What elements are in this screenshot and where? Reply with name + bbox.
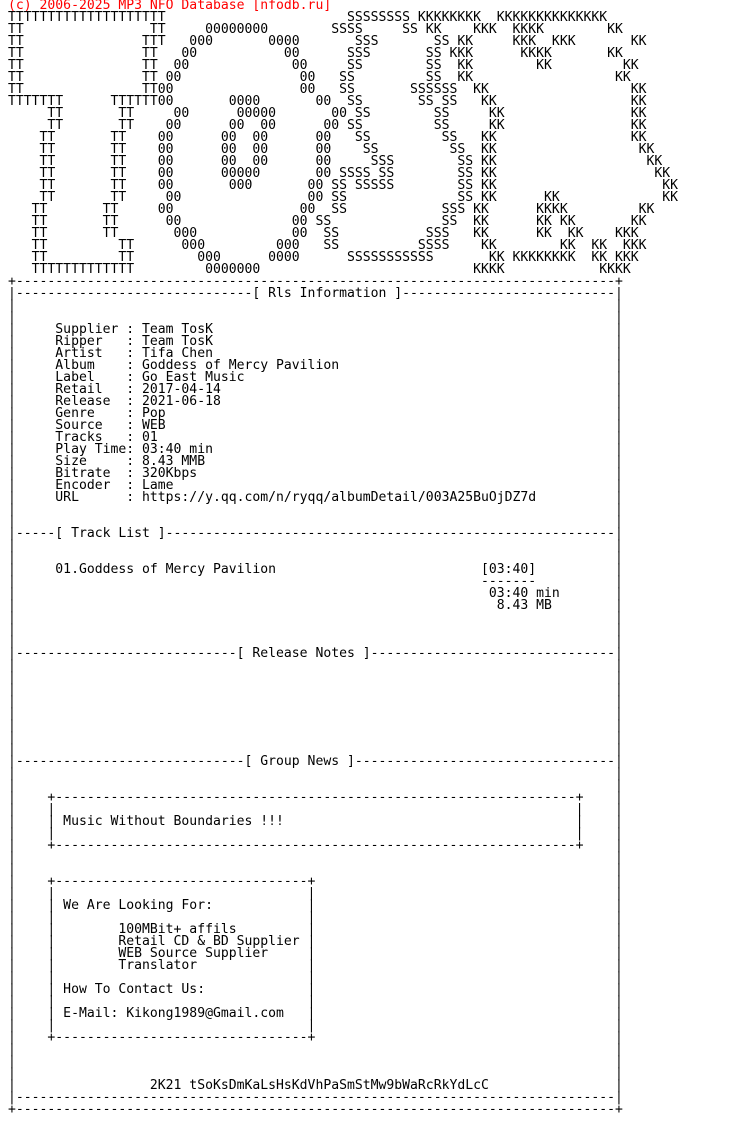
nfo-text-line: | 01.Goddess of Mercy Pavilion [03:40] | bbox=[8, 562, 623, 577]
nfo-body bbox=[8, 276, 678, 1116]
nfo-text-line: | Encoder : Lame | bbox=[8, 478, 623, 493]
nfo-text-line: |------------------------------[ Rls Information ]---------------------------| bbox=[8, 286, 623, 301]
logo-line: TT TT 000 0000 SSSSSSSSSSS KK KKKKKKKK KK KKK bbox=[8, 250, 639, 265]
nfo-document bbox=[8, 0, 678, 1116]
logo-line: TT TT 00 000 00 SS SSSSS SS KK KK bbox=[8, 178, 679, 193]
nfo-text-line: | Ripper : Team TosK | bbox=[8, 334, 623, 349]
nfo-text-line: | Source : WEB | bbox=[8, 418, 623, 433]
logo-line: TT TT 00 00 00 00 SSS SS KK KK bbox=[8, 154, 663, 169]
nfo-text-line: | +------------------------------------------------------------------+ | bbox=[8, 790, 623, 805]
nfo-text-line: | | Translator | | bbox=[8, 958, 623, 973]
nfo-text-line: | | bbox=[8, 502, 623, 517]
nfo-text-line: | | E-Mail: Kikong1989@Gmail.com | | bbox=[8, 1006, 623, 1021]
nfo-text-line: | | bbox=[8, 778, 623, 793]
nfo-text-line: | URL : https://y.qq.com/n/ryqq/albumDetail/003A25BuOjDZ7d | bbox=[8, 490, 623, 505]
logo-line: TTTTTTT TTTTTT00 0000 00 SS SS SS KK KK bbox=[8, 94, 647, 109]
nfo-text-line: | | | | bbox=[8, 994, 623, 1009]
nfo-text-line: | Retail : 2017-04-14 | bbox=[8, 382, 623, 397]
nfo-text-line: | Label : Go East Music | bbox=[8, 370, 623, 385]
nfo-text-line: | 8.43 MB | bbox=[8, 598, 623, 613]
nfo-text-line: | | bbox=[8, 850, 623, 865]
logo-line: TT TT 00 00 SS SS KK KK KK bbox=[8, 190, 679, 205]
nfo-text-line: | | How To Contact Us: | | bbox=[8, 982, 623, 997]
nfo-text-line: | Tracks : 01 | bbox=[8, 430, 623, 445]
nfo-text-line: | +--------------------------------+ | bbox=[8, 874, 623, 889]
nfo-text-line: | | bbox=[8, 742, 623, 757]
nfo-text-line: | | | | bbox=[8, 970, 623, 985]
nfo-text-line: |-----[ Track List ]---------------------------------------------------------| bbox=[8, 526, 623, 541]
nfo-text-line: | | Music Without Boundaries !!! | | bbox=[8, 814, 623, 829]
nfo-text-line: | | bbox=[8, 682, 623, 697]
logo-line: TT TT 00 00000 00 SSSS SS SS KK KK bbox=[8, 166, 671, 181]
logo-line: TT TT 00 00 SS SS KK KK KK bbox=[8, 58, 639, 73]
nfo-text-line: | Release : 2021-06-18 | bbox=[8, 394, 623, 409]
logo-line: TT TT 00 00 SS SS KK KK KK KK bbox=[8, 214, 647, 229]
logo-line: TT TTT 000 0000 SSS SS KK KKK KKK KK bbox=[8, 34, 647, 49]
nfo-text-line: |----------------------------[ Release Notes ]-------------------------------| bbox=[8, 646, 623, 661]
nfo-text-line: | | WEB Source Supplier | | bbox=[8, 946, 623, 961]
nfo-text-line: | | We Are Looking For: | | bbox=[8, 898, 623, 913]
nfo-text-line: | | bbox=[8, 670, 623, 685]
nfo-text-line: | Play Time: 03:40 min | bbox=[8, 442, 623, 457]
nfo-text-line: | | | | bbox=[8, 1018, 623, 1033]
nfo-text-line: |-----------------------------[ Group News ]---------------------------------| bbox=[8, 754, 623, 769]
nfo-text-line: | | bbox=[8, 694, 623, 709]
nfo-text-line: | | bbox=[8, 862, 623, 877]
nfo-text-line: | | | | bbox=[8, 802, 623, 817]
nfo-text-line: | 03:40 min | bbox=[8, 586, 623, 601]
nfo-text-line: |----------------------------------------------------------------------------| bbox=[8, 1090, 623, 1105]
nfo-text-line: | | bbox=[8, 298, 623, 313]
nfo-text-line: | | bbox=[8, 1042, 623, 1057]
nfo-text-line: | | 100MBit+ affils | | bbox=[8, 922, 623, 937]
nfo-text-line: +----------------------------------------------------------------------------+ bbox=[8, 274, 623, 289]
logo-line: TT TT 00 00 00 00 SS SS KK KK bbox=[8, 142, 655, 157]
nfo-text-line: | Size : 8.43 MMB | bbox=[8, 454, 623, 469]
nfo-text-line: | | bbox=[8, 610, 623, 625]
nfo-text-line: | | bbox=[8, 634, 623, 649]
nfo-text-line: | +------------------------------------------------------------------+ | bbox=[8, 838, 623, 853]
tosk-ascii-logo bbox=[8, 12, 678, 276]
nfo-text-line: | | bbox=[8, 622, 623, 637]
nfo-text-line: | | bbox=[8, 310, 623, 325]
nfo-text-line: | Artist : Tifa Chen | bbox=[8, 346, 623, 361]
nfo-text-line: | Album : Goddess of Mercy Pavilion | bbox=[8, 358, 623, 373]
nfo-text-line: | | bbox=[8, 706, 623, 721]
nfo-text-line: | | bbox=[8, 766, 623, 781]
logo-line: TT TT 00 00 00 00 SS SS KK KK bbox=[8, 130, 647, 145]
nfo-text-line: | | Retail CD & BD Supplier | | bbox=[8, 934, 623, 949]
nfo-text-line: | | | | bbox=[8, 826, 623, 841]
nfo-credit-line: (c) 2006-2025 MP3 NFO Database [nfodb.ru] bbox=[8, 0, 332, 13]
nfo-text-line: | | | | bbox=[8, 886, 623, 901]
logo-line: TT TT 000 00 SS SSS KK KK KK KKK bbox=[8, 226, 639, 241]
nfo-text-line: | | bbox=[8, 658, 623, 673]
nfo-text-line: | | bbox=[8, 514, 623, 529]
logo-line: TT TT 00 00 SS SSS KK KKKK KK bbox=[8, 202, 655, 217]
logo-line: TTTTTTTTTTTTT 0000000 KKKK KKKK bbox=[8, 262, 631, 277]
logo-line: TT TT 00 00 SSS SS KKK KKKK KK bbox=[8, 46, 623, 61]
nfo-text-line: | Bitrate : 320Kbps | bbox=[8, 466, 623, 481]
logo-line: TT TT 00 00 SS SS KK KK bbox=[8, 70, 631, 85]
nfo-text-line: | Genre : Pop | bbox=[8, 406, 623, 421]
logo-line: TT TT 000 000 SS SSSS KK KK KK KKK bbox=[8, 238, 647, 253]
nfo-text-line: | +--------------------------------+ | bbox=[8, 1030, 623, 1045]
nfo-text-line: | ------- | bbox=[8, 574, 623, 589]
nfo-text-line: | | bbox=[8, 550, 623, 565]
nfo-text-line: | | bbox=[8, 730, 623, 745]
nfo-text-line: | 2K21 tSoKsDmKaLsHsKdVhPaSmStMw9bWaRcRkYdLcC | bbox=[8, 1078, 623, 1093]
nfo-text-line: | Supplier : Team TosK | bbox=[8, 322, 623, 337]
logo-line: TT TT 00 00 00 00 SS SS KK KK bbox=[8, 118, 647, 133]
nfo-text-line: | | | | bbox=[8, 910, 623, 925]
nfo-text-line: | | bbox=[8, 538, 623, 553]
logo-line: TT TT00 00 SS SSSSSS KK KK bbox=[8, 82, 647, 97]
nfo-text-line: | | bbox=[8, 718, 623, 733]
logo-line: TT TT 00 00000 00 SS SS KK KK bbox=[8, 106, 647, 121]
nfo-text-line: +----------------------------------------------------------------------------+ bbox=[8, 1102, 623, 1117]
nfo-text-line: | | bbox=[8, 1054, 623, 1069]
logo-line: TTTTTTTTTTTTTTTTTTTT SSSSSSSS KKKKKKKK KKKKKKKKKKKKKK bbox=[8, 10, 608, 25]
logo-line: TT TT 00000000 SSSS SS KK KKK KKKK KK bbox=[8, 22, 623, 37]
nfo-text-line: | | bbox=[8, 1066, 623, 1081]
